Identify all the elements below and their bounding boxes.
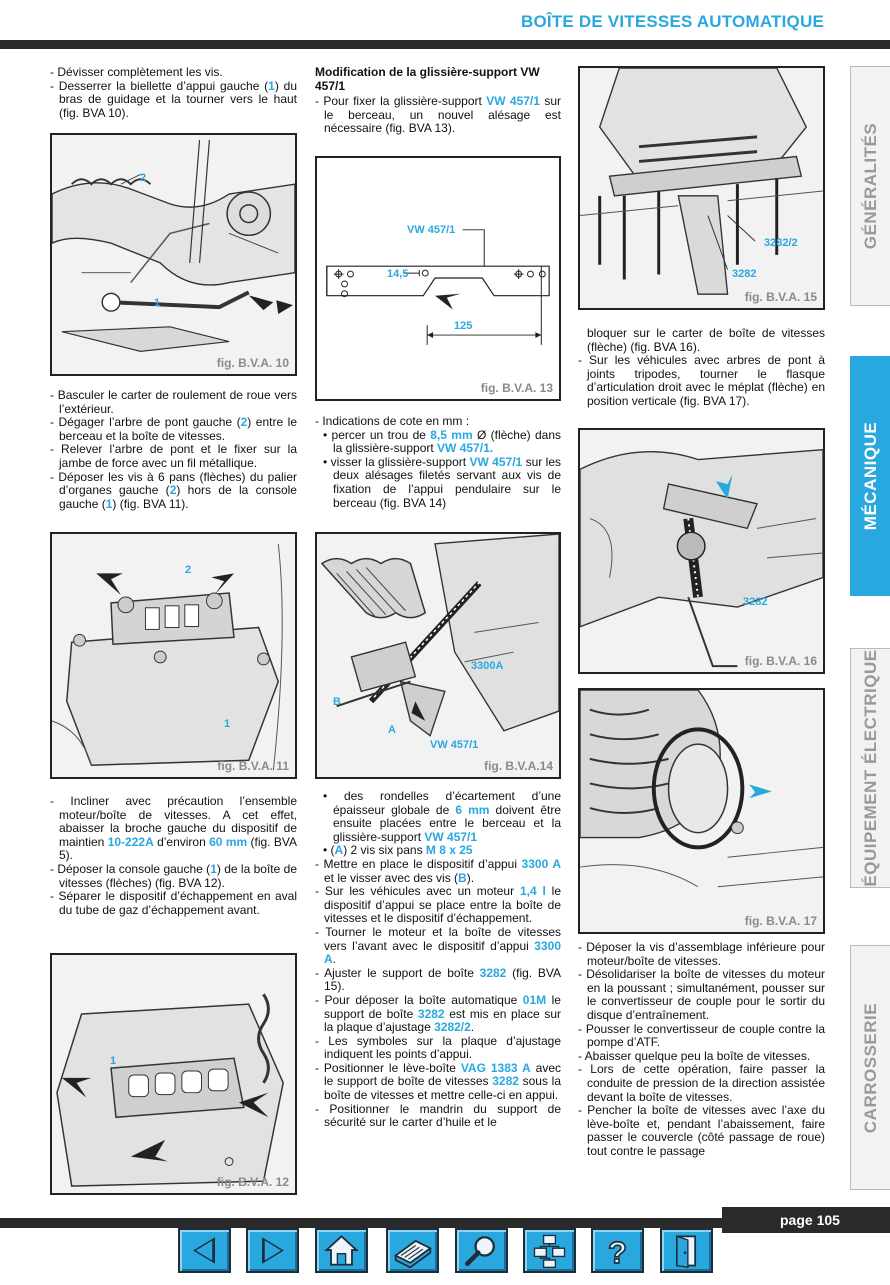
bullet-item: • percer un trou de 8,5 mm Ø (flèche) dans la glissière-support VW 457/1.: [323, 427, 561, 456]
paragraph: - Déposer les vis à 6 pans (flèches) du palier d’organes gauche (2) hors de la console gauche (1) (fig. BVA 11).: [50, 469, 297, 511]
paragraph: - Positionner le mandrin du support de sécurité sur le carter d’huile et le: [315, 1101, 561, 1130]
figure-caption: fig. B.V.A. 11: [217, 759, 289, 773]
callout-label: 1: [224, 718, 231, 730]
tab-generalites[interactable]: [850, 66, 890, 306]
callout-label: 3300A: [471, 660, 504, 672]
tab-carrosserie[interactable]: [850, 945, 890, 1190]
callout-label: 1: [110, 1055, 117, 1067]
figure-bva-16: [578, 428, 825, 674]
column-1-middle: [50, 389, 297, 511]
paragraph: - Pencher la boîte de vitesses avec l’axe du lève-boîte et, pendant l’abaissement, faire passer le couvercle (côté passage de roue) tout contre le passage: [578, 1103, 825, 1158]
header-rule: [0, 40, 890, 49]
callout-label: B: [333, 696, 341, 708]
print-button[interactable]: [386, 1228, 439, 1273]
paragraph: - Abaisser quelque peu la boîte de vitesses.: [578, 1048, 811, 1063]
figure-caption: fig. B.V.A.14: [484, 759, 553, 773]
figure-bva-14: [315, 532, 561, 779]
help-icon: [593, 1230, 642, 1271]
column-1-top: [50, 66, 297, 120]
console-illustration: [52, 955, 295, 1193]
column-2-top: [315, 66, 561, 136]
tab-label: GÉNÉRALITÉS: [860, 122, 880, 250]
paragraph: - Dévisser complètement les vis.: [50, 65, 223, 79]
callout-label: 2: [185, 564, 192, 576]
paragraph: - Sur les véhicules avec un moteur 1,4 l le dispositif d’appui se place entre la boîte de vitesses et le dispositif d’échappement.: [315, 884, 561, 926]
paragraph: - Ajuster le support de boîte 3282 (fig. BVA 15).: [315, 965, 562, 994]
exit-icon: [662, 1230, 711, 1271]
figure-caption: fig. B.V.A. 13: [480, 381, 553, 395]
page-number: page 105: [780, 1212, 840, 1228]
paragraph: - Sur les véhicules avec arbres de pont à joints tripodes, tourner le flasque d’articulation droit avec le méplat (flèche) en position verticale (fig. BVA 17).: [578, 353, 825, 408]
paragraph: - Pousser le convertisseur de couple contre la pompe d’ATF.: [578, 1021, 825, 1050]
figure-caption: fig. B.V.A. 10: [216, 356, 289, 370]
sitemap-icon: [525, 1230, 574, 1271]
drive-flange-illustration: [580, 690, 823, 932]
callout-label: 3282: [743, 596, 768, 608]
figure-bva-15: [578, 66, 825, 310]
figure-caption: fig. B.V.A. 15: [744, 290, 817, 304]
search-button[interactable]: [455, 1228, 508, 1273]
paragraph: - Relever l’arbre de pont et le fixer sur la jambe de force avec un fil métallique.: [50, 442, 297, 470]
search-icon: [457, 1230, 506, 1271]
callout-label: 1: [154, 297, 161, 309]
paragraph: - Mettre en place le dispositif d’appui 3300 A et le visser avec des vis (B).: [315, 856, 562, 885]
callout-label: 2: [140, 172, 147, 184]
previous-button[interactable]: [178, 1228, 231, 1273]
bullet-item: • (A) 2 vis six pans M 8 x 25: [323, 843, 473, 858]
figure-bva-11: [50, 532, 297, 779]
gearbox-support-illustration: [580, 68, 823, 308]
paragraph: - Pour fixer la glissière-support VW 457/1 sur le berceau, un nouvel alésage est nécessaire (fig. BVA 13).: [315, 94, 561, 136]
figure-caption: fig. B.V.A. 17: [744, 914, 817, 928]
svg-text:?: ?: [608, 1234, 627, 1270]
paragraph: - Indications de cote en mm :: [315, 414, 470, 428]
exit-button[interactable]: [660, 1228, 713, 1273]
callout-label: A: [388, 724, 396, 736]
tab-label: MÉCANIQUE: [860, 421, 880, 531]
drivetrain-illustration: [52, 135, 295, 374]
paragraph: - Séparer le dispositif d’échappement en aval du tube de gaz d’échappement avant.: [50, 889, 297, 917]
rail-drawing: [317, 158, 559, 399]
figure-caption: fig. B.V.A. 16: [744, 654, 817, 668]
paragraph: - Déposer la vis d’assemblage inférieure pour moteur/boîte de vitesses.: [578, 940, 825, 968]
column-3-bottom: [578, 941, 825, 1159]
paragraph: - Désolidariser la boîte de vitesses du moteur en la poussant ; simultanément, pousser sur le convertisseur de couple pour le sortir du disque d’entraînement.: [578, 967, 825, 1022]
figure-bva-13: [315, 156, 561, 401]
print-icon: [388, 1230, 437, 1271]
paragraph: - Tourner le moteur et la boîte de vitesses vers l’avant avec le dispositif d’appui 3300 A.: [315, 924, 561, 967]
paragraph: - Pour déposer la boîte automatique 01M le support de boîte 3282 est mis en place sur la plaque d’ajustage 3282/2.: [315, 992, 561, 1035]
bullet-item: • visser la glissière-support VW 457/1 sur les deux alésages filetés servant aux vis de fixation de l’appui pendulaire sur le berceau (fig. BVA 14): [323, 454, 561, 510]
paragraph: - Dégager l’arbre de pont gauche (2) entre le berceau et la boîte de vitesses.: [50, 415, 297, 443]
column-3-top: [578, 327, 825, 409]
sitemap-button[interactable]: [523, 1228, 576, 1273]
figure-bva-10: [50, 133, 297, 376]
paragraph: - Déposer la console gauche (1) de la boîte de vitesses (flèches) (fig. BVA 12).: [50, 861, 298, 890]
tab-label: CARROSSERIE: [860, 1002, 880, 1133]
callout-label: VW 457/1: [430, 739, 479, 751]
column-1-bottom: [50, 795, 297, 917]
figure-bva-17: [578, 688, 825, 934]
paragraph: - Les symboles sur la plaque d’ajustage indiquent les points d’appui.: [315, 1033, 561, 1062]
help-button[interactable]: [591, 1228, 644, 1273]
paragraph: - Positionner le lève-boîte VAG 1383 A avec le support de boîte de vitesses 3282 sous la boîte de vitesses et mettre celle-ci en appui.: [315, 1060, 562, 1103]
engine-mount-illustration: [52, 534, 295, 777]
dimension-label: 14,5: [387, 268, 409, 280]
callout-label: 3282: [732, 268, 757, 280]
home-button[interactable]: [315, 1228, 368, 1273]
gearbox-housing-illustration: [580, 430, 823, 672]
bullet-item: • des rondelles d’écartement d’une épaisseur globale de 6 mm doivent être ensuite placées entre le berceau et la glissière-support VW 457/1: [323, 789, 561, 844]
paragraph: - Desserrer la biellette d’appui gauche (1) du bras de guidage et la tourner vers le haut (fig. BVA 10).: [50, 78, 297, 120]
dimension-label: 125: [454, 320, 473, 332]
tab-equipement-electrique[interactable]: [850, 648, 890, 888]
previous-icon: [180, 1230, 229, 1271]
paragraph: - Basculer le carter de roulement de roue vers l’extérieur.: [50, 388, 297, 416]
callout-label: 3282/2: [764, 237, 798, 249]
next-icon: [248, 1230, 297, 1271]
figure-caption: fig. B.V.A. 12: [216, 1175, 289, 1189]
figure-bva-12: [50, 953, 297, 1195]
column-2-middle: [315, 415, 561, 510]
section-heading: Modification de la glissière-support VW 457/1: [315, 65, 540, 93]
paragraph: - Lors de cette opération, faire passer la conduite de pression de la direction assistée devant la boîte de vitesses.: [578, 1062, 825, 1104]
page-header-title: BOÎTE DE VITESSES AUTOMATIQUE: [520, 12, 824, 31]
paragraph: - Incliner avec précaution l’ensemble moteur/boîte de vitesses. A cet effet, abaisser la broche gauche du dispositif de maintien 10-222A d’environ 60 mm (fig. BVA 5).: [50, 794, 297, 863]
home-icon: [317, 1230, 366, 1271]
callout-label: VW 457/1: [407, 224, 456, 236]
column-2-bottom: [315, 790, 561, 1130]
tab-label: ÉQUIPEMENT ÉLECTRIQUE: [860, 649, 880, 887]
next-button[interactable]: [246, 1228, 299, 1273]
tab-mecanique[interactable]: [850, 356, 890, 596]
paragraph: bloquer sur le carter de boîte de vitesses (flèche) (fig. BVA 16).: [587, 326, 825, 354]
